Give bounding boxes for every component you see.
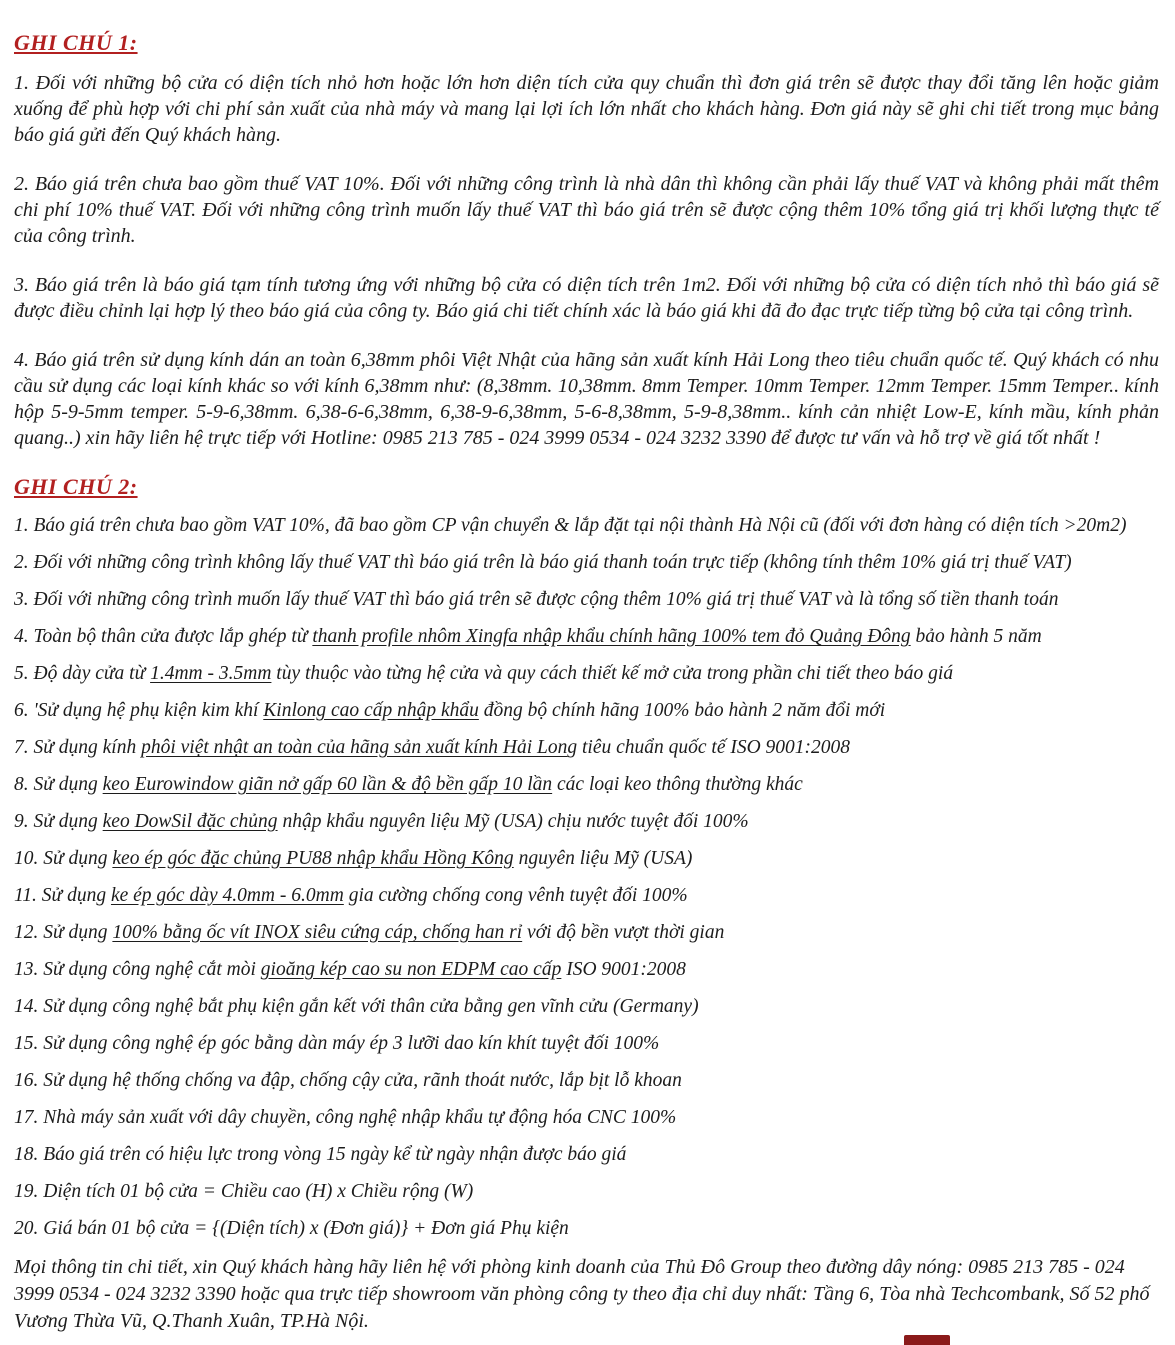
note1-paragraph: [14, 70, 1159, 148]
text: 11. Sử dụng: [14, 885, 111, 906]
text: bảo hành 5 năm: [910, 626, 1042, 647]
underlined-text: keo DowSil đặc chủng: [102, 811, 278, 832]
text: 2. Báo giá trên chưa bao gồm thuế VAT 10%. Đối với những công trình là nhà dân thì không cần phải lấy thuế VAT và không phải mất thêm chi phí 10% thuế VAT. Đối với những công trình muốn lấy thuế VAT thì báo giá trên sẽ được cộng thêm 10% tổng giá trị khối lượng thực tế của công trình.: [14, 173, 1159, 247]
text: 12. Sử dụng: [14, 922, 113, 943]
note1-paragraph: [14, 171, 1159, 249]
note1-paragraph-list: [14, 70, 1159, 451]
note1-section: [14, 30, 1159, 451]
text: nguyên liệu Mỹ (USA): [513, 848, 693, 869]
text: 18. Báo giá trên có hiệu lực trong vòng 15 ngày kể từ ngày nhận được báo giá: [14, 1144, 627, 1165]
underlined-text: 1.4mm - 3.5mm: [150, 663, 272, 684]
text: 17. Nhà máy sản xuất với dây chuyền, công nghệ nhập khẩu tự động hóa CNC 100%: [14, 1107, 677, 1128]
text: các loại keo thông thường khác: [552, 774, 803, 795]
note2-item: [14, 884, 1159, 907]
note2-item: [14, 958, 1159, 981]
note1-paragraph: [14, 347, 1159, 451]
red-seal-partial: [904, 1335, 950, 1345]
underlined-text: keo Eurowindow giãn nở gấp 60 lần & độ bền gấp 10 lần: [102, 774, 553, 795]
text: tùy thuộc vào từng hệ cửa và quy cách thiết kế mở cửa trong phần chi tiết theo báo giá: [271, 663, 954, 684]
text: 16. Sử dụng hệ thống chống va đập, chống cậy cửa, rãnh thoát nước, lắp bịt lỗ khoan: [14, 1070, 682, 1091]
note2-item: [14, 995, 1159, 1018]
text: với độ bền vượt thời gian: [522, 922, 725, 943]
text: gia cường chống cong vênh tuyệt đối 100%: [343, 885, 688, 906]
note2-item: [14, 625, 1159, 648]
text: g tiêu chuẩn quốc tế ISO 9001:2008: [567, 737, 851, 758]
underlined-text: thanh profile nhôm Xingfa nhập khẩu chính hãng 100% tem đỏ Quảng Đông: [312, 626, 911, 647]
text: 5. Độ dày cửa từ: [14, 663, 151, 684]
text: 1. Báo giá trên chưa bao gồm VAT 10%, đã bao gồm CP vận chuyển & lắp đặt tại nội thành Hà Nội cũ (đối với đơn hàng có diện tích >20m2): [14, 515, 1127, 536]
text: 7. Sử dụng kính: [14, 737, 142, 758]
text: 20. Giá bán 01 bộ cửa = {(Diện tích) x (Đơn giá)} + Đơn giá Phụ kiện: [14, 1218, 569, 1239]
note2-item: [14, 1069, 1159, 1092]
underlined-text: gioăng kép cao su non EDPM cao cấp: [260, 959, 562, 980]
text: 6. 'Sử dụng hệ phụ kiện kim khí: [14, 700, 264, 721]
text: nhập khẩu nguyên liệu Mỹ (USA) chịu nước tuyệt đối 100%: [277, 811, 749, 832]
text: 2. Đối với những công trình không lấy thuế VAT thì báo giá trên là báo giá thanh toán trực tiếp (không tính thêm 10% giá trị thuế VAT): [14, 552, 1072, 573]
underlined-text: Kinlong cao cấp nhập khẩu: [263, 700, 479, 721]
note2-item: [14, 736, 1159, 759]
contact-footer: Mọi thông tin chi tiết, xin Quý khách hàng hãy liên hệ với phòng kinh doanh của Thủ Đô Group theo đường dây nóng: 0985 213 785 - 024 3999 0534 - 024 3232 3390 hoặc qua trực tiếp showroom văn phòng công ty theo địa chỉ duy nhất: Tầng 6, Tòa nhà Techcombank, Số 52 phố Vương Thừa Vũ, Q.Thanh Xuân, TP.Hà Nội.: [14, 1256, 1150, 1332]
underlined-text: phôi việt nhật an toàn của hãng sản xuất kính Hải Lon: [141, 737, 568, 758]
text: 3. Đối với những công trình muốn lấy thuế VAT thì báo giá trên sẽ được cộng thêm 10% giá trị thuế VAT và là tổng số tiền thanh toán: [14, 589, 1059, 610]
text: 9. Sử dụng: [14, 811, 103, 832]
text: ISO 9001:2008: [561, 959, 686, 980]
text: 14. Sử dụng công nghệ bắt phụ kiện gắn kết với thân cửa bằng gen vĩnh cửu (Germany): [14, 996, 699, 1017]
text: 19. Diện tích 01 bộ cửa = Chiều cao (H) x Chiều rộng (W): [14, 1181, 474, 1202]
note2-item: [14, 699, 1159, 722]
note2-item: [14, 773, 1159, 796]
note2-item: [14, 921, 1159, 944]
note2-item: [14, 1106, 1159, 1129]
note2-item: [14, 1032, 1159, 1055]
text: 10. Sử dụng: [14, 848, 113, 869]
text: 4. Toàn bộ thân cửa được lắp ghép từ: [14, 626, 313, 647]
note2-item: [14, 847, 1159, 870]
note2-item: [14, 514, 1159, 537]
underlined-text: keo ép góc đặc chủng PU88 nhập khẩu Hồng Kông: [112, 848, 514, 869]
text: đồng bộ chính hãng 100% bảo hành 2 năm đổi mới: [478, 700, 886, 721]
underlined-text: 100% bằng ốc vít INOX siêu cứng cáp, chống han rỉ: [112, 922, 523, 943]
note1-paragraph: [14, 272, 1159, 324]
note2-heading: GHI CHÚ 2:: [14, 474, 138, 499]
note2-item: [14, 1143, 1159, 1166]
note2-item: [14, 1217, 1159, 1240]
text: 4. Báo giá trên sử dụng kính dán an toàn 6,38mm phôi Việt Nhật của hãng sản xuất kính Hải Long theo tiêu chuẩn quốc tế. Quý khách có nhu cầu sử dụng các loại kính khác so với kính 6,38mm như: (8,38mm. 10,38mm. 8mm Temper. 10mm Temper. 12mm Temper. 15mm Temper.. kính hộp 5-9-5mm temper. 5-9-6,38mm. 6,38-6-6,38mm, 6,38-9-6,38mm, 5-6-8,38mm, 5-9-8,38mm.. kính cản nhiệt Low-E, kính mầu, kính phản quang..) xin hãy liên hệ trực tiếp với Hotline: 0985 213 785 - 024 3999 0534 - 024 3232 3390 để được tư vấn và hỗ trợ về giá tốt nhất !: [14, 349, 1159, 449]
note2-item-list: [14, 514, 1159, 1240]
text: 1. Đối với những bộ cửa có diện tích nhỏ hơn hoặc lớn hơn diện tích cửa quy chuẩn thì đơn giá trên sẽ được thay đổi tăng lên hoặc giảm xuống để phù hợp với chi phí sản xuất của nhà máy và mang lại lợi ích lớn nhất cho khách hàng. Đơn giá này sẽ ghi chi tiết trong mục bảng báo giá gửi đến Quý khách hàng.: [14, 72, 1159, 146]
note2-item: [14, 810, 1159, 833]
text: 8. Sử dụng: [14, 774, 103, 795]
note1-heading: GHI CHÚ 1:: [14, 30, 138, 55]
note2-item: [14, 588, 1159, 611]
note2-item: [14, 551, 1159, 574]
text: 13. Sử dụng công nghệ cắt mòi: [14, 959, 261, 980]
text: 15. Sử dụng công nghệ ép góc bằng dàn máy ép 3 lưỡi dao kín khít tuyệt đối 100%: [14, 1033, 660, 1054]
underlined-text: ke ép góc dày 4.0mm - 6.0mm: [110, 885, 344, 906]
text: 3. Báo giá trên là báo giá tạm tính tương ứng với những bộ cửa có diện tích trên 1m2. Đối với những bộ cửa có diện tích nhỏ thì báo giá sẽ được điều chỉnh lại hợp lý theo báo giá của công ty. Báo giá chi tiết chính xác là báo giá khi đã đo đạc trực tiếp từng bộ cửa tại công trình.: [14, 274, 1159, 322]
note2-section: [14, 474, 1159, 1240]
note2-item: [14, 662, 1159, 685]
